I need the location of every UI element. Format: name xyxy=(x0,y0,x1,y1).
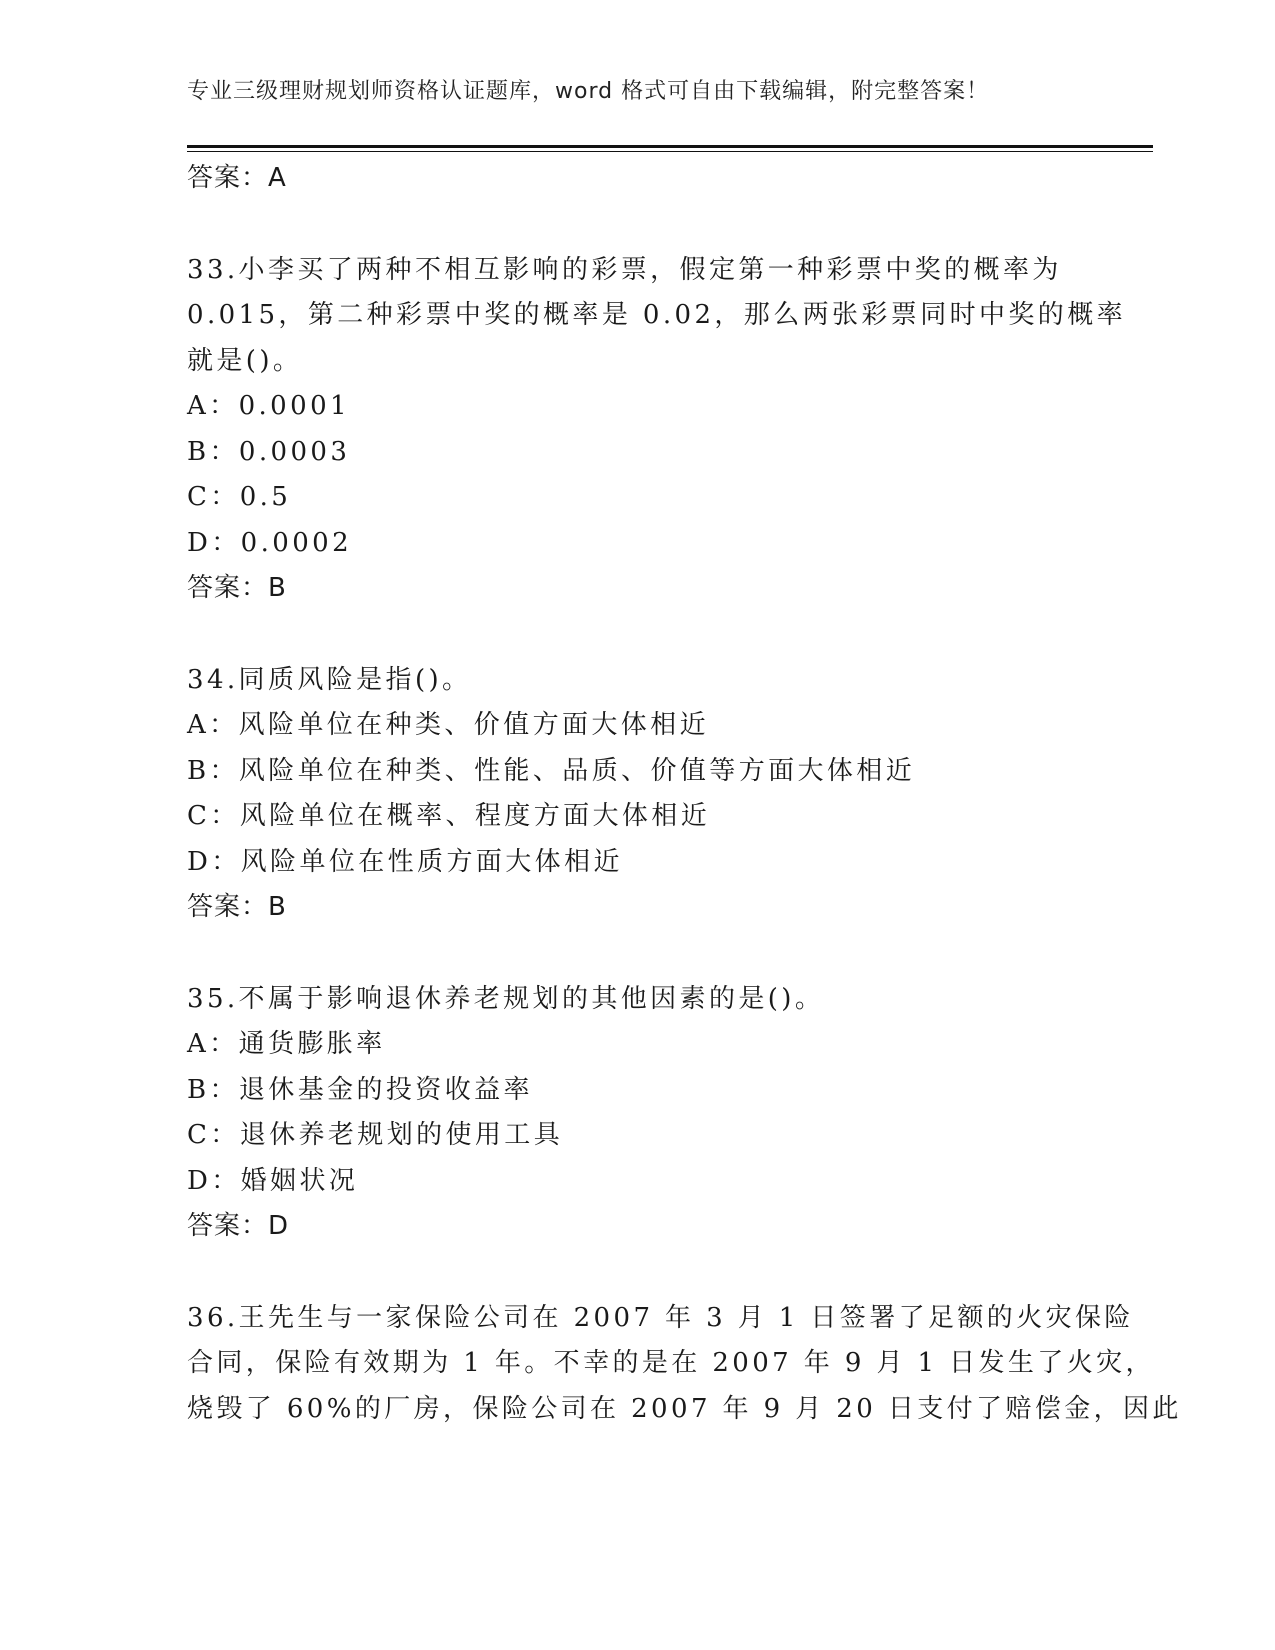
answer-line: 答案：A xyxy=(187,163,287,193)
option-d: D：婚姻状况 xyxy=(187,1165,359,1196)
question-stem-line: 36.王先生与一家保险公司在 2007 年 3 月 1 日签署了足额的火灾保险 xyxy=(187,1302,1134,1333)
page-header: 专业三级理财规划师资格认证题库，word 格式可自由下载编辑，附完整答案！ xyxy=(187,79,990,104)
question-stem-line: 合同，保险有效期为 1 年。不幸的是在 2007 年 9 月 1 日发生了火灾， xyxy=(187,1348,1155,1378)
header-rule-thick xyxy=(187,145,1153,148)
option-b: B：退休基金的投资收益率 xyxy=(187,1074,533,1105)
spacer xyxy=(187,202,1087,248)
question-stem-line: 34.同质风险是指()。 xyxy=(187,664,472,695)
question-stem-line: 35.不属于影响退休养老规划的其他因素的是()。 xyxy=(187,983,825,1014)
question-stem-line: 烧毁了 60%的厂房，保险公司在 2007 年 9 月 20 日支付了赔偿金，因此 xyxy=(187,1393,1182,1424)
spacer xyxy=(187,1250,1087,1296)
question-block xyxy=(187,248,1126,612)
header-rule-thin xyxy=(187,151,1153,152)
question-stem-line: 0.015，第二种彩票中奖的概率是 0.02，那么两张彩票同时中奖的概率 xyxy=(187,300,1126,330)
option-a: A：通货膨胀率 xyxy=(187,1029,386,1059)
option-c: C：风险单位在概率、程度方面大体相近 xyxy=(187,801,711,831)
question-block xyxy=(187,977,1087,1250)
option-a: A：风险单位在种类、价值方面大体相近 xyxy=(187,710,709,740)
answer-line: 答案：B xyxy=(187,573,287,603)
option-b: B：风险单位在种类、性能、品质、价值等方面大体相近 xyxy=(187,755,916,786)
question-stem-line: 就是()。 xyxy=(187,345,303,376)
option-a: A：0.0001 xyxy=(187,391,350,421)
question-block xyxy=(187,658,1087,931)
option-b: B：0.0003 xyxy=(187,436,351,467)
spacer xyxy=(187,931,1087,977)
option-c: C：退休养老规划的使用工具 xyxy=(187,1120,564,1150)
question-block xyxy=(187,1296,1182,1433)
option-d: D：0.0002 xyxy=(187,527,353,558)
answer-line: 答案：D xyxy=(187,1211,290,1241)
spacer xyxy=(187,612,1087,658)
option-c: C：0.5 xyxy=(187,482,292,512)
option-d: D：风险单位在性质方面大体相近 xyxy=(187,846,623,877)
question-stem-line: 33.小李买了两种不相互影响的彩票，假定第一种彩票中奖的概率为 xyxy=(187,254,1062,285)
answer-line: 答案：B xyxy=(187,892,287,922)
document-body xyxy=(187,156,1182,1432)
